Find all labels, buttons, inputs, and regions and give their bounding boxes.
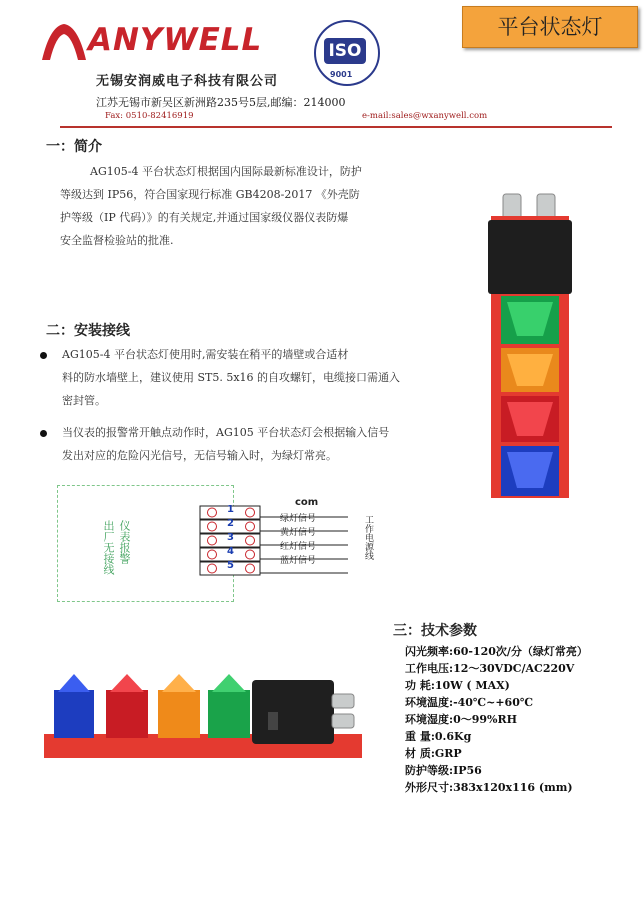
terminal-number: 1 xyxy=(227,504,234,515)
bullet-dot xyxy=(40,352,47,359)
terminal-label-green: 绿灯信号 xyxy=(280,514,317,524)
spec-row-material xyxy=(405,745,640,762)
spec-label: 环境湿度: xyxy=(405,713,454,726)
intro-line: 等级达到 IP56，符合国家现行标准 GB4208-2017 《外壳防 xyxy=(60,188,360,201)
spec-value: 10W ( MAX) xyxy=(434,679,510,692)
company-address: 江苏无锡市新吴区新洲路235号5层,邮编：214000 xyxy=(96,96,346,109)
bullet-dot xyxy=(40,430,47,437)
product-image-vertical xyxy=(485,190,575,502)
spec-row-humidity xyxy=(405,711,640,728)
intro-paragraph xyxy=(60,160,440,252)
terminal-label-yellow: 黄灯信号 xyxy=(280,528,317,538)
diagram-label-line: 出厂无接线 xyxy=(102,520,115,575)
diagram-label-line: 仪表报警 xyxy=(118,520,131,564)
install-bullet-2 xyxy=(62,421,462,467)
anywell-logo-mark xyxy=(40,20,88,62)
email-link[interactable]: e-mail:sales@wxanywell.com xyxy=(362,111,488,121)
page-title: 平台状态灯 xyxy=(462,6,638,48)
spec-value: IP56 xyxy=(453,764,482,777)
bullet-line: AG105-4 平台状态灯使用时,需安装在稍平的墙壁或合适材 xyxy=(62,348,349,361)
header-divider xyxy=(60,126,612,128)
spec-label: 环境温度: xyxy=(405,696,454,709)
intro-line: 安全监督检验站的批准. xyxy=(60,234,174,247)
terminal-label-com: com xyxy=(295,497,319,508)
terminal-number: 5 xyxy=(227,560,234,571)
fax-number: Fax: 0510-82416919 xyxy=(105,111,194,121)
spec-value: 383x120x116 (mm) xyxy=(453,781,573,794)
terminal-number: 3 xyxy=(227,532,234,543)
bullet-line: 发出对应的危险闪光信号，无信号输入时，为绿灯常亮。 xyxy=(62,449,337,462)
spec-value: -40℃~+60℃ xyxy=(453,696,534,709)
spec-value: 0～99%RH xyxy=(453,713,518,726)
spec-label: 功 耗: xyxy=(405,679,435,692)
spec-row-dimensions xyxy=(405,779,640,796)
spec-row-weight xyxy=(405,728,640,745)
spec-row-power xyxy=(405,677,640,694)
iso-number: 9001 xyxy=(330,70,353,79)
bullet-line: 料的防水墙壁上，建议使用 ST5. 5x16 的自攻螺钉，电缆接口需通入 xyxy=(62,371,401,384)
spec-row-temperature xyxy=(405,694,640,711)
intro-line: 护等级（IP 代码）》的有关规定,并通过国家级仪器仪表防爆 xyxy=(60,211,349,224)
spec-label: 防护等级: xyxy=(405,764,454,777)
install-bullet-1 xyxy=(62,343,462,412)
company-name: 无锡安润威电子科技有限公司 xyxy=(96,74,279,89)
terminal-label-blue: 蓝灯信号 xyxy=(280,556,317,566)
spec-row-flash xyxy=(405,643,640,660)
spec-value: GRP xyxy=(434,747,462,760)
power-line-label: 工作电源线 xyxy=(363,515,373,560)
bullet-line: 密封管。 xyxy=(62,394,106,407)
intro-line: AG105-4 平台状态灯根据国内国际最新标准设计，防护 xyxy=(90,165,362,178)
bullet-line: 当仪表的报警常开触点动作时，AG105 平台状态灯会根据输入信号 xyxy=(62,426,390,439)
spec-label: 重 量: xyxy=(405,730,435,743)
product-image-horizontal xyxy=(44,662,364,762)
terminal-number: 4 xyxy=(227,546,234,557)
section-heading-install: 二：安装接线 xyxy=(46,323,130,339)
spec-list xyxy=(405,643,640,796)
spec-row-voltage xyxy=(405,660,640,677)
spec-label: 工作电压: xyxy=(405,662,454,675)
terminal-label-red: 红灯信号 xyxy=(280,542,317,552)
spec-value: 12～30VDC/AC220V xyxy=(453,662,575,675)
spec-value: 0.6Kg xyxy=(434,730,472,743)
spec-row-protection xyxy=(405,762,640,779)
iso-badge: ISO xyxy=(324,38,366,64)
diagram-box-label xyxy=(100,520,132,575)
terminal-number: 2 xyxy=(227,518,234,529)
section-heading-specs: 三：技术参数 xyxy=(393,623,477,639)
spec-value: 60-120次/分（绿灯常亮） xyxy=(453,645,588,658)
spec-label: 闪光频率: xyxy=(405,645,454,658)
section-heading-intro: 一：简介 xyxy=(46,139,102,155)
company-logo: ANYWELL xyxy=(88,22,263,58)
spec-label: 材 质: xyxy=(405,747,435,760)
spec-label: 外形尺寸: xyxy=(405,781,454,794)
